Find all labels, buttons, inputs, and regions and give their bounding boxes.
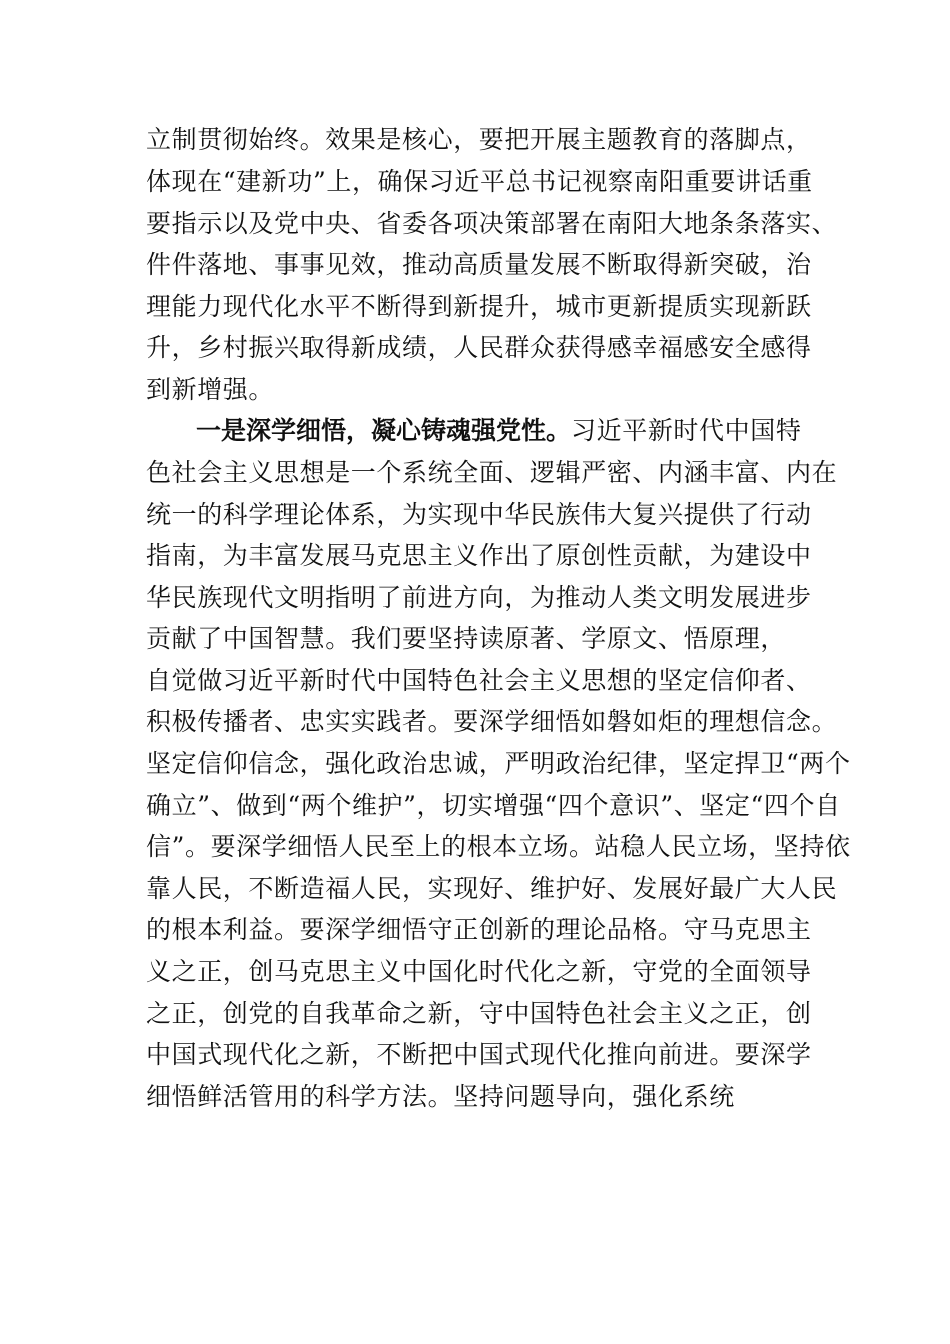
paragraph-line: 要指示以及党中央、省委各项决策部署在南阳大地条条落实、	[146, 209, 838, 238]
paragraph-line: 华民族现代文明指明了前进方向，为推动人类文明发展进步	[146, 583, 812, 612]
section-heading-rest: 习近平新时代中国特	[571, 416, 802, 445]
paragraph-line: 细悟鲜活管用的科学方法。坚持问题导向，强化系统	[146, 1082, 735, 1111]
paragraph-line: 靠人民，不断造福人民，实现好、维护好、发展好最广大人民	[146, 874, 838, 903]
paragraph-line: 立制贯彻始终。效果是核心，要把开展主题教育的落脚点，	[146, 125, 812, 154]
paragraph-line: 贡献了中国智慧。我们要坚持读原著、学原文、悟原理，	[146, 624, 787, 653]
paragraph-line: 自觉做习近平新时代中国特色社会主义思想的坚定信仰者、	[146, 666, 812, 695]
paragraph-line: 信”。要深学细悟人民至上的根本立场。站稳人民立场，坚持依	[146, 832, 851, 861]
paragraph-line: 件件落地、事事见效，推动高质量发展不断取得新突破，治	[146, 250, 812, 279]
section-heading: 一是深学细悟，凝心铸魂强党性。	[196, 416, 572, 445]
paragraph-line: 坚定信仰信念，强化政治忠诚，严明政治纪律，坚定捍卫“两个	[146, 749, 851, 778]
paragraph-line: 之正，创党的自我革命之新，守中国特色社会主义之正，创	[146, 999, 812, 1028]
paragraph-line: 色社会主义思想是一个系统全面、逻辑严密、内涵丰富、内在	[146, 458, 838, 487]
paragraph-line: 体现在“建新功”上，确保习近平总书记视察南阳重要讲话重	[146, 167, 813, 196]
paragraph-line: 升，乡村振兴取得新成绩，人民群众获得感幸福感安全感得	[146, 333, 812, 362]
paragraph-line: 指南，为丰富发展马克思主义作出了原创性贡献，为建设中	[146, 541, 812, 570]
paragraph-line: 统一的科学理论体系，为实现中华民族伟大复兴提供了行动	[146, 500, 812, 529]
paragraph-line: 到新增强。	[146, 375, 275, 404]
paragraph-line: 的根本利益。要深学细悟守正创新的理论品格。守马克思主	[146, 915, 812, 944]
section-heading-line	[196, 411, 801, 451]
paragraph-line: 义之正，创马克思主义中国化时代化之新，守党的全面领导	[146, 957, 812, 986]
paragraph-line: 理能力现代化水平不断得到新提升，城市更新提质实现新跃	[146, 292, 812, 321]
paragraph-line: 中国式现代化之新，不断把中国式现代化推向前进。要深学	[146, 1040, 812, 1069]
paragraph-line: 确立”、做到“两个维护”，切实增强“四个意识”、坚定“四个自	[146, 791, 841, 820]
paragraph-line: 积极传播者、忠实实践者。要深学细悟如磐如炬的理想信念。	[146, 707, 838, 736]
